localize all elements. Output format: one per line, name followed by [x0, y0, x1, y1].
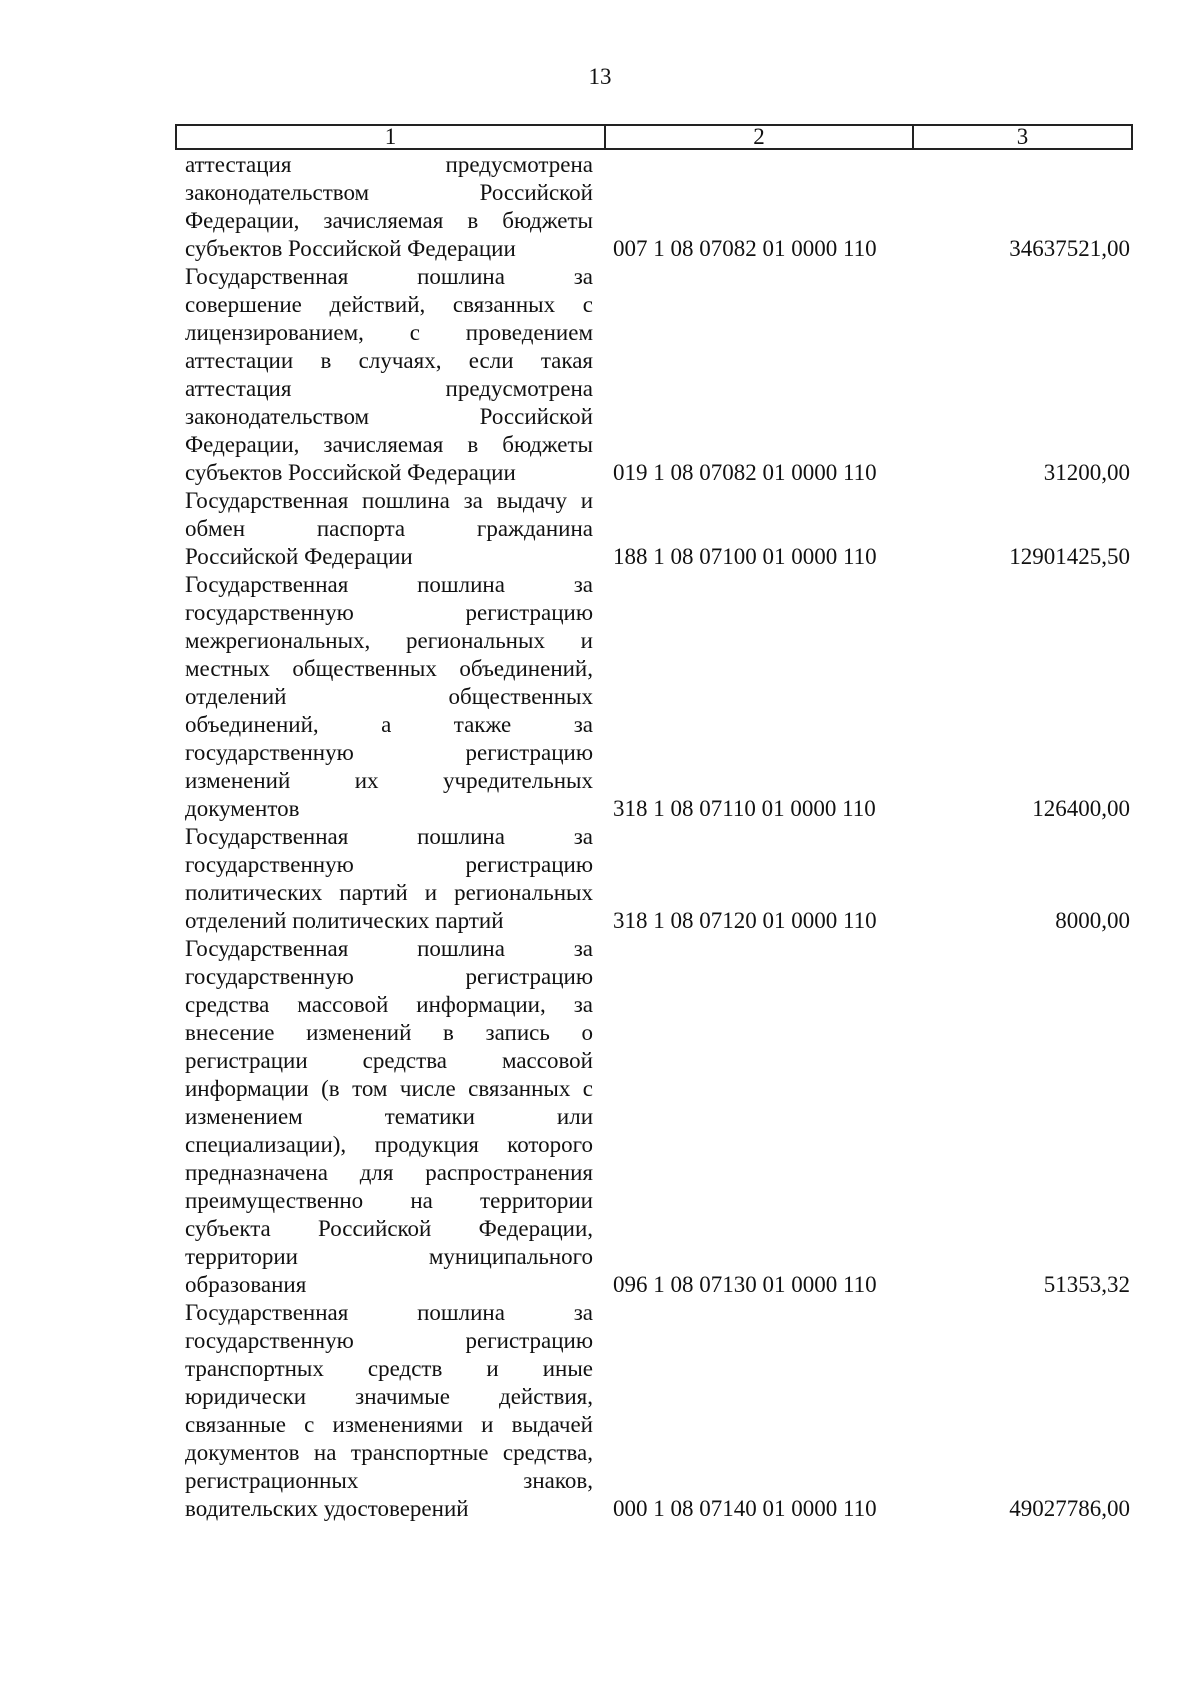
description-line: законодательством Российской — [185, 404, 593, 429]
row-description — [185, 823, 593, 935]
description-line: совершение действий, связанных с — [185, 292, 593, 317]
description-line: изменений их учредительных — [185, 768, 593, 793]
description-line: Государственная пошлина за — [185, 572, 593, 597]
amount: 51353,32 — [1043, 1272, 1130, 1297]
table-column-header — [175, 124, 1133, 150]
table-row — [185, 935, 1130, 1299]
description-line: объединений, а также за — [185, 712, 593, 737]
table-row — [185, 1299, 1130, 1523]
description-line: аттестации в случаях, если такая — [185, 348, 593, 373]
page-number: 13 — [588, 64, 612, 89]
description-line: внесение изменений в запись о — [185, 1020, 593, 1045]
description-line: предназначена для распространения — [185, 1160, 593, 1185]
amount: 126400,00 — [1032, 796, 1130, 821]
description-line: межрегиональных, региональных и — [185, 628, 593, 653]
description-line: Государственная пошлина за — [185, 936, 593, 961]
budget-code: 000 1 08 07140 01 0000 110 — [613, 1496, 877, 1521]
description-line: политических партий и региональных — [185, 880, 593, 905]
row-description — [185, 487, 593, 571]
table-row — [185, 571, 1130, 823]
description-line: Федерации, зачисляемая в бюджеты — [185, 208, 593, 233]
budget-code: 318 1 08 07120 01 0000 110 — [613, 908, 877, 933]
row-description — [185, 151, 593, 263]
description-line: субъекта Российской Федерации, — [185, 1216, 593, 1241]
budget-code: 019 1 08 07082 01 0000 110 — [613, 460, 877, 485]
description-line: государственную регистрацию — [185, 964, 593, 989]
description-line: водительских удостоверений — [185, 1496, 469, 1521]
table-body — [185, 151, 1130, 1523]
description-line: специализации), продукция которого — [185, 1132, 593, 1157]
amount: 12901425,50 — [1009, 544, 1130, 569]
description-line: регистрации средства массовой — [185, 1048, 593, 1073]
column-header-3: 3 — [912, 126, 1131, 148]
amount: 49027786,00 — [1009, 1496, 1130, 1521]
description-line: средства массовой информации, за — [185, 992, 593, 1017]
description-line: транспортных средств и иные — [185, 1356, 593, 1381]
description-line: государственную регистрацию — [185, 740, 593, 765]
budget-code: 007 1 08 07082 01 0000 110 — [613, 236, 877, 261]
budget-code: 318 1 08 07110 01 0000 110 — [613, 796, 876, 821]
description-line: Государственная пошлина за — [185, 264, 593, 289]
description-line: Государственная пошлина за — [185, 824, 593, 849]
budget-code: 188 1 08 07100 01 0000 110 — [613, 544, 877, 569]
description-line: субъектов Российской Федерации — [185, 460, 516, 485]
description-line: связанные с изменениями и выдачей — [185, 1412, 593, 1437]
description-line: Государственная пошлина за — [185, 1300, 593, 1325]
description-line: местных общественных объединений, — [185, 656, 593, 681]
description-line: территории муниципального — [185, 1244, 593, 1269]
description-line: отделений политических партий — [185, 908, 504, 933]
amount: 8000,00 — [1055, 908, 1130, 933]
description-line: информации (в том числе связанных с — [185, 1076, 593, 1101]
description-line: Российской Федерации — [185, 544, 413, 569]
description-line: отделений общественных — [185, 684, 593, 709]
description-line: обмен паспорта гражданина — [185, 516, 593, 541]
description-line: преимущественно на территории — [185, 1188, 593, 1213]
table-row — [185, 487, 1130, 571]
description-line: законодательством Российской — [185, 180, 593, 205]
description-line: государственную регистрацию — [185, 600, 593, 625]
description-line: изменением тематики или — [185, 1104, 593, 1129]
description-line: аттестация предусмотрена — [185, 376, 593, 401]
budget-code: 096 1 08 07130 01 0000 110 — [613, 1272, 877, 1297]
description-line: Государственная пошлина за выдачу и — [185, 488, 593, 513]
description-line: государственную регистрацию — [185, 1328, 593, 1353]
description-line: Федерации, зачисляемая в бюджеты — [185, 432, 593, 457]
description-line: образования — [185, 1272, 307, 1297]
row-description — [185, 935, 593, 1299]
row-description — [185, 1299, 593, 1523]
row-description — [185, 571, 593, 823]
description-line: юридически значимые действия, — [185, 1384, 593, 1409]
amount: 34637521,00 — [1009, 236, 1130, 261]
table-row — [185, 151, 1130, 263]
description-line: лицензированием, с проведением — [185, 320, 593, 345]
table-row — [185, 263, 1130, 487]
description-line: аттестация предусмотрена — [185, 152, 593, 177]
description-line: субъектов Российской Федерации — [185, 236, 516, 261]
description-line: регистрационных знаков, — [185, 1468, 593, 1493]
table-row — [185, 823, 1130, 935]
description-line: документов — [185, 796, 300, 821]
column-header-2: 2 — [604, 126, 912, 148]
description-line: документов на транспортные средства, — [185, 1440, 593, 1465]
description-line: государственную регистрацию — [185, 852, 593, 877]
column-header-1: 1 — [384, 124, 397, 149]
amount: 31200,00 — [1043, 460, 1130, 485]
row-description — [185, 263, 593, 487]
